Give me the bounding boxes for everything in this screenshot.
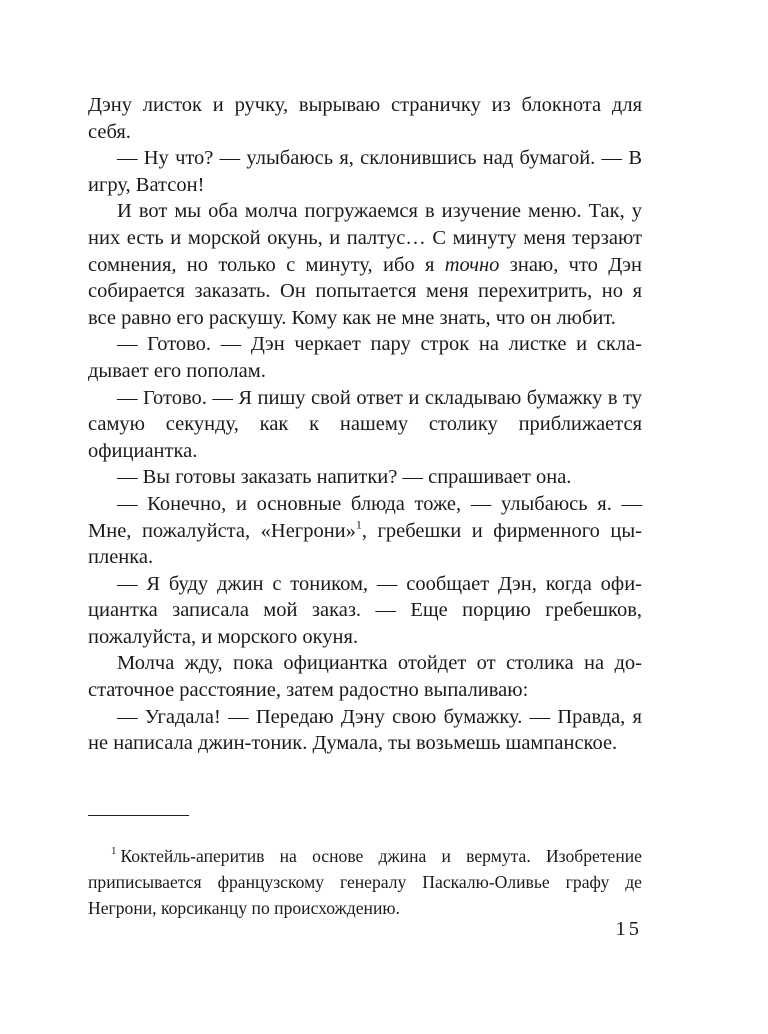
emphasis-word: точно [444,253,500,276]
paragraph-text: — Ну что? — улыбаюсь я, склонившись над бумагой. — В игру, Ватсон! [88,147,642,196]
paragraph-text: — Я буду джин с тоником, — сообщает Дэн, когда официантка записала мой заказ. — Еще порцию гребешков, пожалуйста, и морского окуня. [88,572,642,648]
paragraph-text-part: , гребешки и фирменного цыпленка. [88,519,642,569]
paragraph-text-part: И вот мы оба молча погружаемся в изучение меню. Так, у них есть и морской окунь, и палтус… С минуту меня терзают сомнения, но только с минуту, ибо я [88,200,642,276]
paragraph-dialogue [88,464,642,491]
paragraph-text: — Вы готовы заказать напитки? — спрашивает она. [117,466,572,489]
paragraph-dialogue [88,491,642,571]
page-number: 15 [615,918,642,940]
paragraph-text-part: знаю, что Дэн собирается заказать. Он попытается меня перехитрить, но я все равно его раскушу. Кому как не мне знать, что он любит. [88,253,642,329]
footnote-reference: 1 [355,516,362,531]
paragraph-dialogue [88,145,642,198]
paragraph-dialogue [88,331,642,384]
body-text [88,92,642,757]
paragraph-text-part: — Конечно, и основные блюда тоже, — улыбаюсь я. — Мне, пожалуйста, «Негрони» [88,492,642,542]
paragraph-narration [88,198,642,331]
footnote-divider [88,815,189,816]
footnote-text: Коктейль-аперитив на основе джина и вермута. Изобретение приписывается французскому генералу Паскалю-Оливье графу де Негрони, корсиканцу по происхождению. [88,845,642,919]
paragraph-text: Дэну листок и ручку, вырываю страничку из блокнота для себя. [88,94,642,143]
paragraph-text: Молча жду, пока официантка отойдет от столика на достаточное расстояние, затем радостно выпаливаю: [88,652,642,702]
paragraph-text: — Угадала! — Передаю Дэну свою бумажку. — Правда, я не написала джин-тоник. Думала, ты возьмешь шампанское. [88,705,642,755]
paragraph-narration [88,650,642,703]
paragraph-continuation [88,92,642,145]
paragraph-dialogue [88,385,642,465]
paragraph-dialogue [88,704,642,757]
paragraph-text: — Готово. — Я пишу свой ответ и складываю бумажку в ту самую секунду, как к нашему столику приближается официантка. [88,386,642,462]
paragraph-dialogue [88,571,642,651]
footnote-marker: 1 [111,845,117,858]
footnote [88,843,642,922]
paragraph-text: — Готово. — Дэн черкает пару строк на листке и складывает его пополам. [88,333,642,382]
